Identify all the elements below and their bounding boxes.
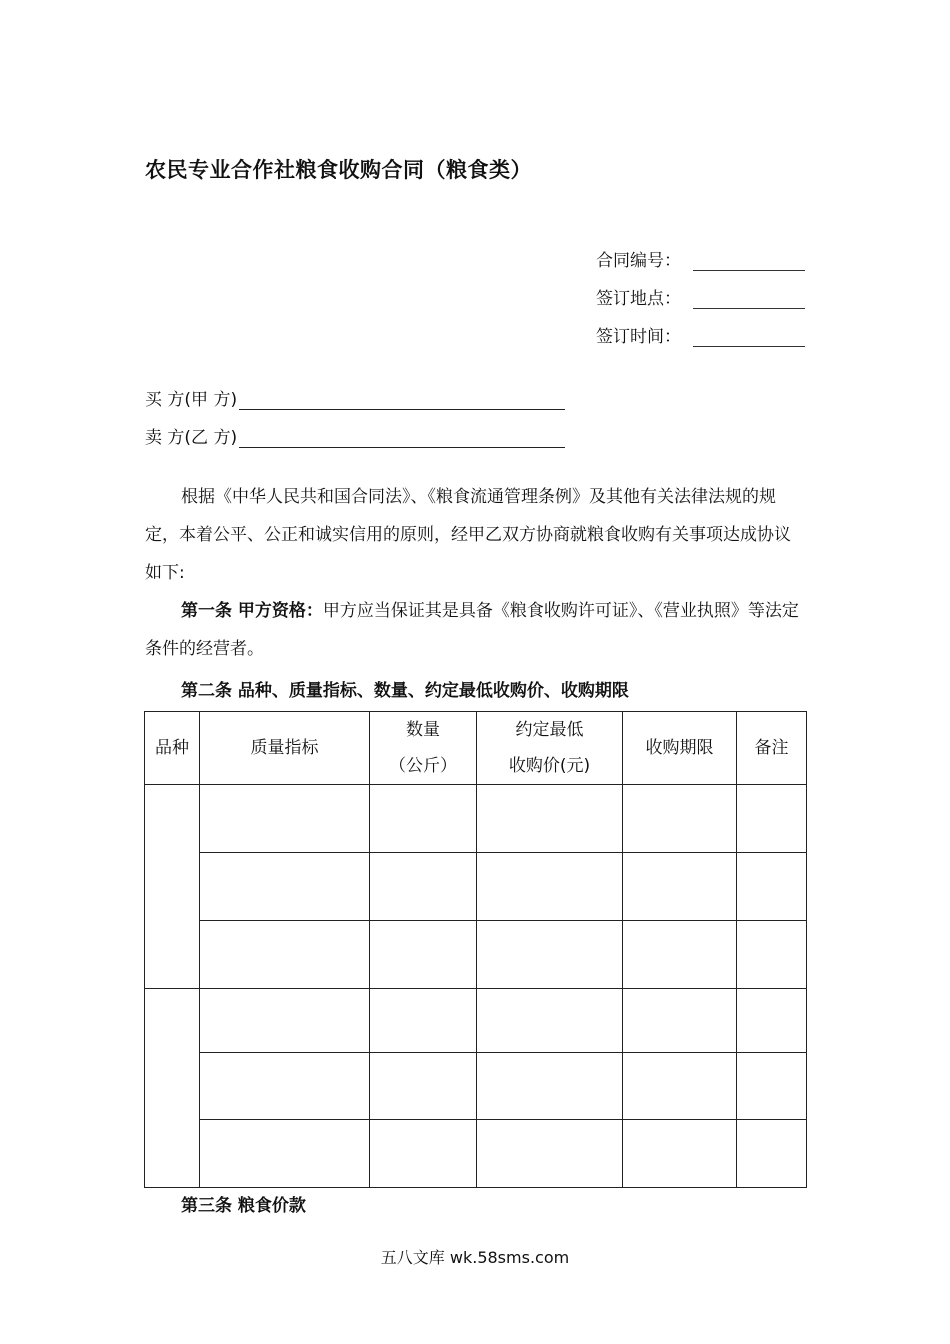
table-cell — [623, 853, 737, 921]
seller-label: 卖 方(乙 方) — [145, 428, 238, 448]
table-cell — [370, 785, 477, 853]
table-cell — [477, 785, 623, 853]
header-price-line2: 收购价(元) — [508, 756, 591, 776]
table-cell — [370, 921, 477, 989]
table-cell — [477, 1053, 623, 1120]
table-cell — [737, 1120, 807, 1188]
article-2-heading: 第二条 品种、质量指标、数量、约定最低收购价、收购期限 — [181, 681, 629, 701]
header-period: 收购期限 — [623, 712, 737, 785]
table-cell — [370, 989, 477, 1053]
table-row — [145, 1120, 807, 1188]
contract-number-label: 合同编号： — [596, 251, 681, 271]
table-cell — [200, 989, 370, 1053]
header-remarks: 备注 — [737, 712, 807, 785]
article-3-heading: 第三条 粮食价款 — [181, 1196, 306, 1216]
header-quantity-line1: 数量 — [406, 720, 440, 740]
table-cell — [623, 1053, 737, 1120]
table-cell — [737, 785, 807, 853]
signing-place-field — [596, 284, 805, 309]
header-quality: 质量指标 — [200, 712, 370, 785]
table-cell — [623, 785, 737, 853]
table-cell — [737, 921, 807, 989]
buyer-label: 买 方(甲 方) — [145, 390, 238, 410]
buyer-blank — [239, 391, 565, 410]
table-cell — [737, 989, 807, 1053]
seller-field — [145, 423, 565, 448]
table-row — [145, 1053, 807, 1120]
table-cell — [477, 921, 623, 989]
table-row — [145, 989, 807, 1053]
table-row — [145, 785, 807, 853]
table-header-row — [145, 712, 807, 785]
header-price — [477, 712, 623, 785]
signing-time-blank — [693, 328, 805, 347]
variety-cell — [145, 785, 200, 989]
table-cell — [200, 853, 370, 921]
contract-number-field — [596, 246, 805, 271]
signing-place-blank — [693, 290, 805, 309]
table-cell — [370, 1053, 477, 1120]
table-cell — [623, 989, 737, 1053]
table-cell — [370, 1120, 477, 1188]
table-cell — [737, 1053, 807, 1120]
article-1-text: 甲方应当保证其是具备《粮食收购许可证》、《营业执照》等法定条件的经营者。 — [145, 601, 799, 659]
grain-table — [144, 711, 807, 1188]
header-price-line1: 约定最低 — [515, 720, 584, 740]
table-cell — [623, 921, 737, 989]
header-quantity-line2: （公斤） — [389, 756, 457, 776]
table-cell — [200, 921, 370, 989]
table-cell — [623, 1120, 737, 1188]
seller-blank — [239, 429, 565, 448]
table-row — [145, 921, 807, 989]
variety-cell — [145, 989, 200, 1188]
table-cell — [200, 785, 370, 853]
table-cell — [477, 1120, 623, 1188]
header-quantity — [370, 712, 477, 785]
footer-watermark: 五八文库 wk.58sms.com — [380, 1248, 570, 1267]
intro-paragraph: 根据《中华人民共和国合同法》、《粮食流通管理条例》及其他有关法律法规的规定，本着公平、公正和诚实信用的原则，经甲乙双方协商就粮食收购有关事项达成协议如下: — [145, 487, 791, 583]
signing-time-field — [596, 322, 805, 347]
article-1 — [145, 592, 807, 668]
table-row — [145, 853, 807, 921]
contract-number-blank — [693, 252, 805, 271]
table-cell — [370, 853, 477, 921]
signing-time-label: 签订时间： — [596, 327, 681, 347]
table-cell — [477, 989, 623, 1053]
header-variety: 品种 — [145, 712, 200, 785]
table-cell — [200, 1053, 370, 1120]
signing-place-label: 签订地点： — [596, 289, 681, 309]
document-title: 农民专业合作社粮食收购合同（粮食类） — [145, 158, 532, 182]
table-cell — [737, 853, 807, 921]
buyer-field — [145, 385, 565, 410]
table-cell — [200, 1120, 370, 1188]
article-1-heading: 第一条 甲方资格： — [181, 601, 323, 621]
table-cell — [477, 853, 623, 921]
